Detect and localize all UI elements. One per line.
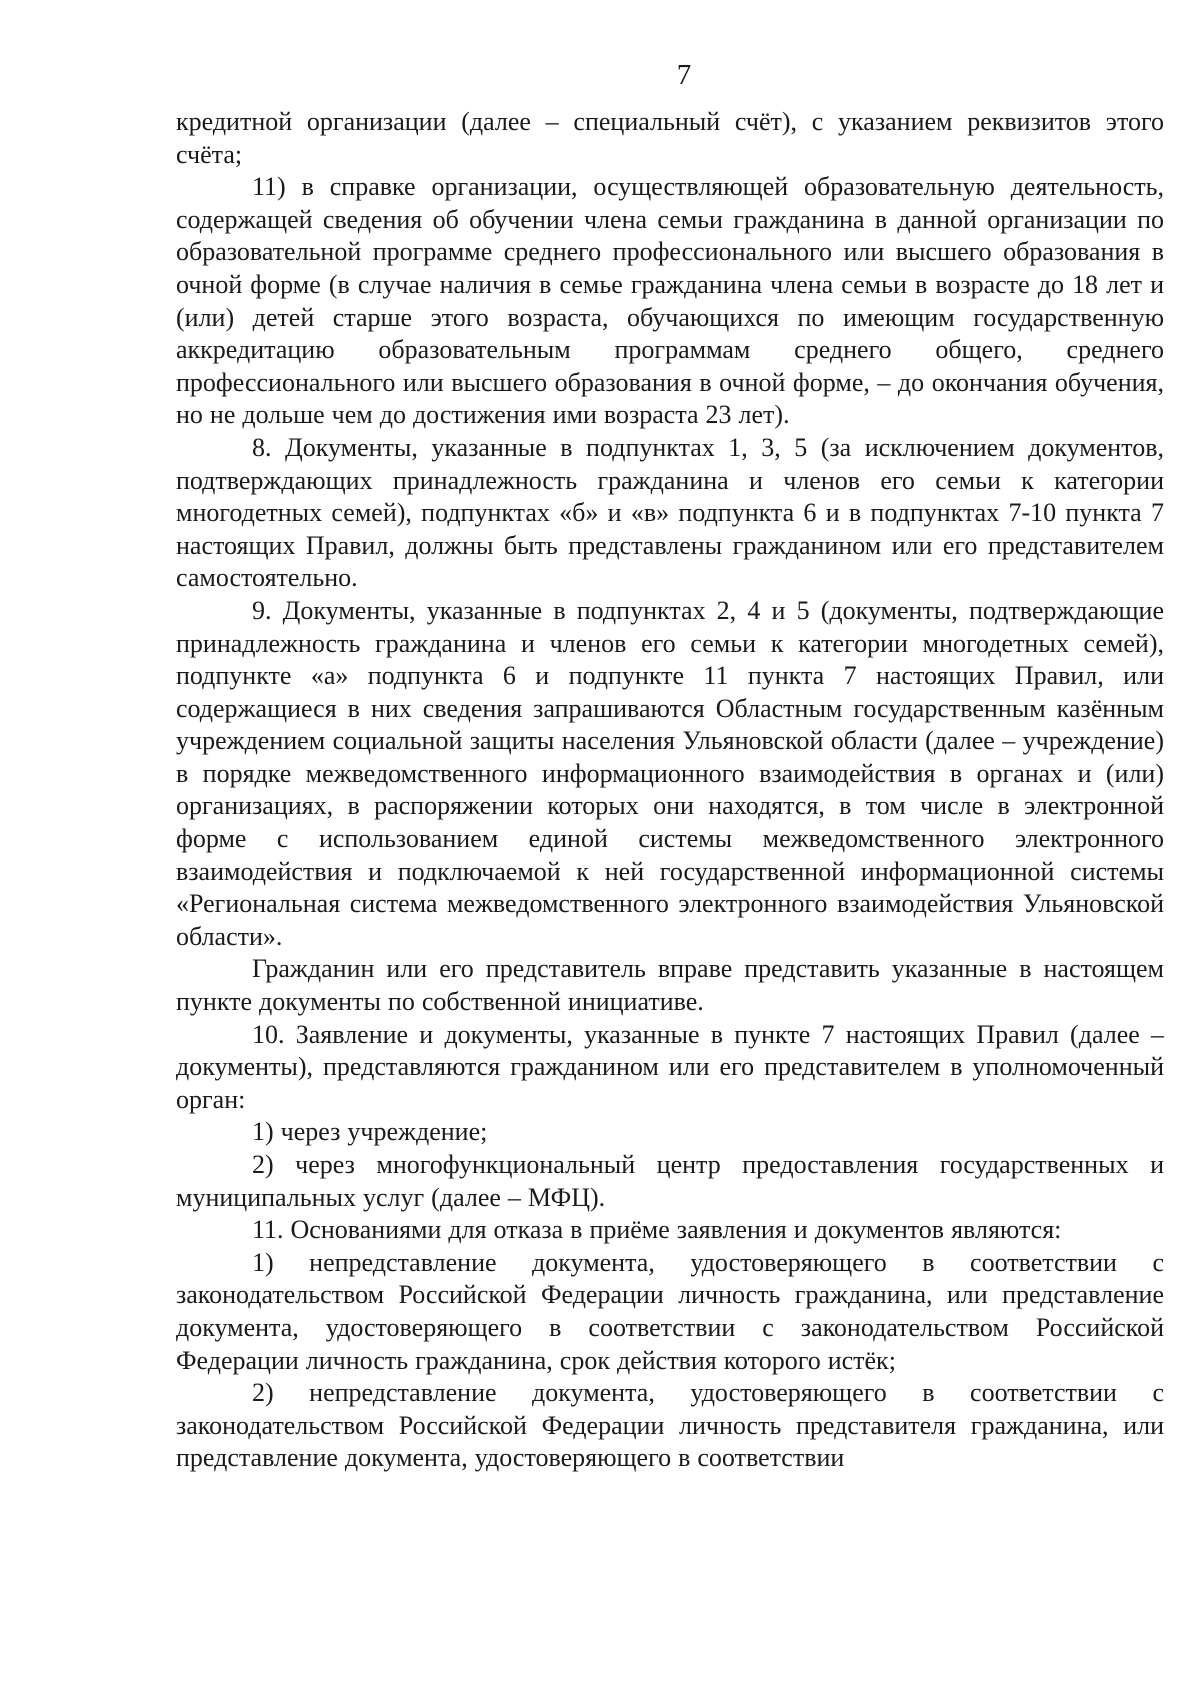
page-number: 7 (676, 59, 692, 91)
paragraph-3: 8. Документы, указанные в подпунктах 1, 3, 5 (за исключением документов, подтверждающих принадлежность гражданина и членов его семьи к категории многодетных семей), подпунктах «б» и «в» подпункта 6 и в подпунктах 7-10 пункта 7 настоящих Правил, должны быть представлены гражданином или его представителем самостоятельно. (176, 432, 1164, 593)
document-body (176, 106, 1164, 1475)
paragraph-10: 1) непредставление документа, удостоверяющего в соответствии с законодательством Российской Федерации личность гражданина, или представление документа, удостоверяющего в соответствии с законодательством Российской Федерации личность гражданина, срок действия которого истёк; (176, 1247, 1164, 1375)
paragraph-9: 11. Основаниями для отказа в приёме заявления и документов являются: (252, 1215, 1062, 1245)
paragraph-5: Гражданин или его представитель вправе представить указанные в настоящем пункте документы по собственной инициативе. (176, 954, 1164, 1017)
paragraph-4: 9. Документы, указанные в подпунктах 2, 4 и 5 (документы, подтверждающие принадлежность гражданина и членов его семьи к категории многодетных семей), подпункте «а» подпункта 6 и подпункте 11 пункта 7 настоящих Правил, или содержащиеся в них сведения запрашиваются Областным государственным казённым учреждением социальной защиты населения Ульяновской области (далее – учреждение) в порядке межведомственного информационного взаимодействия в органах и (или) организациях, в распоряжении которых они находятся, в том числе в электронной форме с использованием единой системы межведомственного электронного взаимодействия и подключаемой к ней государственной информационной системы «Региональная система межведомственного электронного взаимодействия Ульяновской области». (176, 595, 1164, 951)
paragraph-7: 1) через учреждение; (252, 1117, 488, 1147)
paragraph-8: 2) через многофункциональный центр предоставления государственных и муниципальных услуг (далее – МФЦ). (176, 1150, 1164, 1212)
paragraph-6: 10. Заявление и документы, указанные в пункте 7 настоящих Правил (далее – документы), представляются гражданином или его представителем в уполномоченный орган: (176, 1019, 1164, 1114)
paragraph-2: 11) в справке организации, осуществляющей образовательную деятельность, содержащей сведения об обучении члена семьи гражданина в данной организации по образовательной программе среднего профессионального или высшего образования в очной форме (в случае наличия в семье гражданина члена семьи в возрасте до 18 лет и (или) детей старше этого возраста, обучающихся по имеющим государственную аккредитацию образовательным программам среднего общего, среднего профессионального или высшего образования в очной форме, – до окончания обучения, но не дольше чем до достижения ими возраста 23 лет). (176, 172, 1164, 430)
paragraph-11: 2) непредставление документа, удостоверяющего в соответствии с законодательством Российской Федерации личность представителя гражданина, или представление документа, удостоверяющего в соответствии (176, 1378, 1164, 1473)
paragraph-1: кредитной организации (далее – специальный счёт), с указанием реквизитов этого счёта; (176, 107, 1164, 169)
